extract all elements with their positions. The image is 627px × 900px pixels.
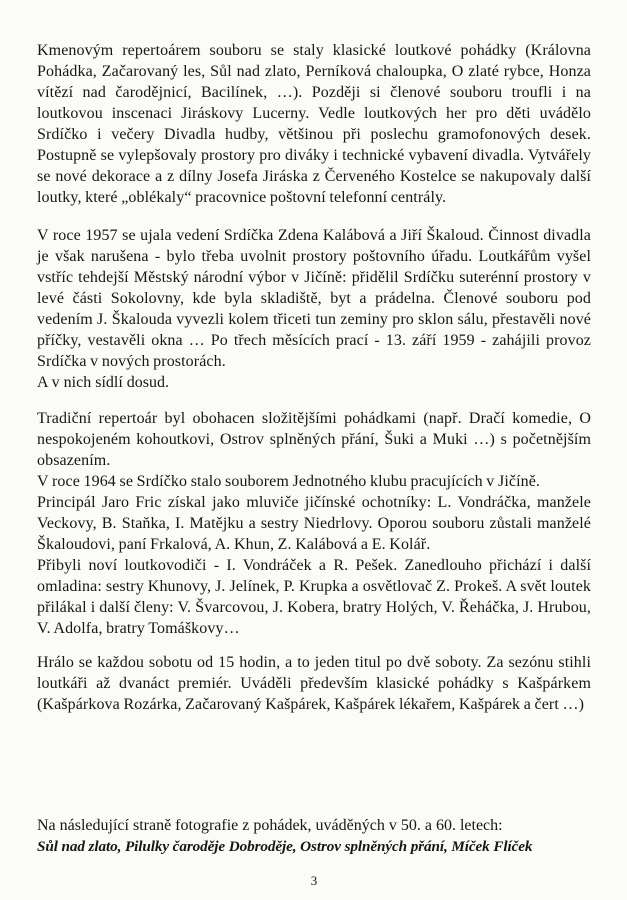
paragraph-hralo: Hrálo se každou sobotu od 15 hodin, a to jeden titul po dvě soboty. Za sezónu stihli loutkáři až dvanáct premiér. Uváděli především klasické pohádky s Kašpárkem (Kašpárkova Rozárka, Začarovaný Kašpárek, Kašpárek lékařem, Kašpárek a čert …) bbox=[37, 654, 591, 713]
section-repertoar-obohacen bbox=[37, 408, 591, 639]
paragraph-1964: V roce 1964 se Srdíčko stalo souborem Jednotného klubu pracujících v Jičíně. bbox=[37, 473, 541, 490]
paragraph-pribyli: Přibyli noví loutkovodiči - I. Vondráček a R. Pešek. Zanedlouho přichází i další omladina: sestry Khunovy, J. Jelínek, P. Krupka a osvětlovač Z. Prokeš. A svět loutek přilákal i další členy: V. Švarcovou, J. Kobera, bratry Holých, V. Řeháčka, J. Hrubou, V. Adolfa, bratry Tomáškovy… bbox=[37, 557, 591, 637]
footer-note: Na následující straně fotografie z pohádek, uváděných v 50. a 60. letech: bbox=[37, 817, 503, 834]
paragraph-repertoire: Kmenovým repertoárem souboru se staly klasické loutkové pohádky (Královna Pohádka, Začarovaný les, Sůl nad zlato, Perníková chaloupka, O zlaté rybce, Honza vítězí nad čarodějnicí, Bacilínek, …). Později si členové souboru troufli i na loutkovou inscenaci Jiráskovy Lucerny. Vedle loutkových her pro děti uvádělo Srdíčko i večery Divadla hudby, většinou při poslechu gramofonových desek. Postupně se vylepšovaly prostory pro diváky i technické vybavení divadla. Vytvářely se nové dekorace a z dílny Josefa Jiráska z Červeného Kostelce se nakupovaly další loutky, které „oblékaly“ pracovnice poštovní telefonní centrály. bbox=[37, 42, 591, 206]
section-footer-note bbox=[37, 815, 591, 857]
page-number: 3 bbox=[310, 873, 318, 888]
line-sidli-dosud: A v nich sídlí dosud. bbox=[37, 374, 170, 391]
section-1957 bbox=[37, 225, 591, 393]
footer-titles: Sůl nad zlato, Pilulky čaroděje Dobroděje, Ostrov splněných přání, Míček Flíček bbox=[37, 838, 533, 855]
paragraph-1957: V roce 1957 se ujala vedení Srdíčka Zdena Kalábová a Jiří Škaloud. Činnost divadla je však narušena - bylo třeba uvolnit prostory poštovního úřadu. Loutkářům vyšel vstříc tehdejší Městský národní výbor v Jičíně: přidělil Srdíčku suterénní prostory v levé části Sokolovny, kde byla skladiště, byt a prádelna. Členové souboru pod vedením J. Škalouda vyvezli kolem třiceti tun zeminy pro sklon sálu, přestavěli nové příčky, vestavěli okna … Po třech měsících prací - 13. září 1959 - zahájili provoz Srdíčka v nových prostorách. bbox=[37, 227, 591, 370]
paragraph-tradicni: Tradiční repertoár byl obohacen složitějšími pohádkami (např. Dračí komedie, O nespokojeném kohoutkovi, Ostrov splněných přání, Šuki a Muki …) s početnějším obsazením. bbox=[37, 410, 591, 469]
paragraph-principal: Principál Jaro Fric získal jako mluviče jičínské ochotníky: L. Vondráčka, manžele Veckovy, B. Staňka, I. Matějku a sestry Niedrlovy. Oporou souboru zůstali manželé Škaloudovi, paní Frkalová, A. Khun, Z. Kalábová a E. Kolář. bbox=[37, 494, 591, 553]
section-hralo bbox=[37, 652, 591, 715]
